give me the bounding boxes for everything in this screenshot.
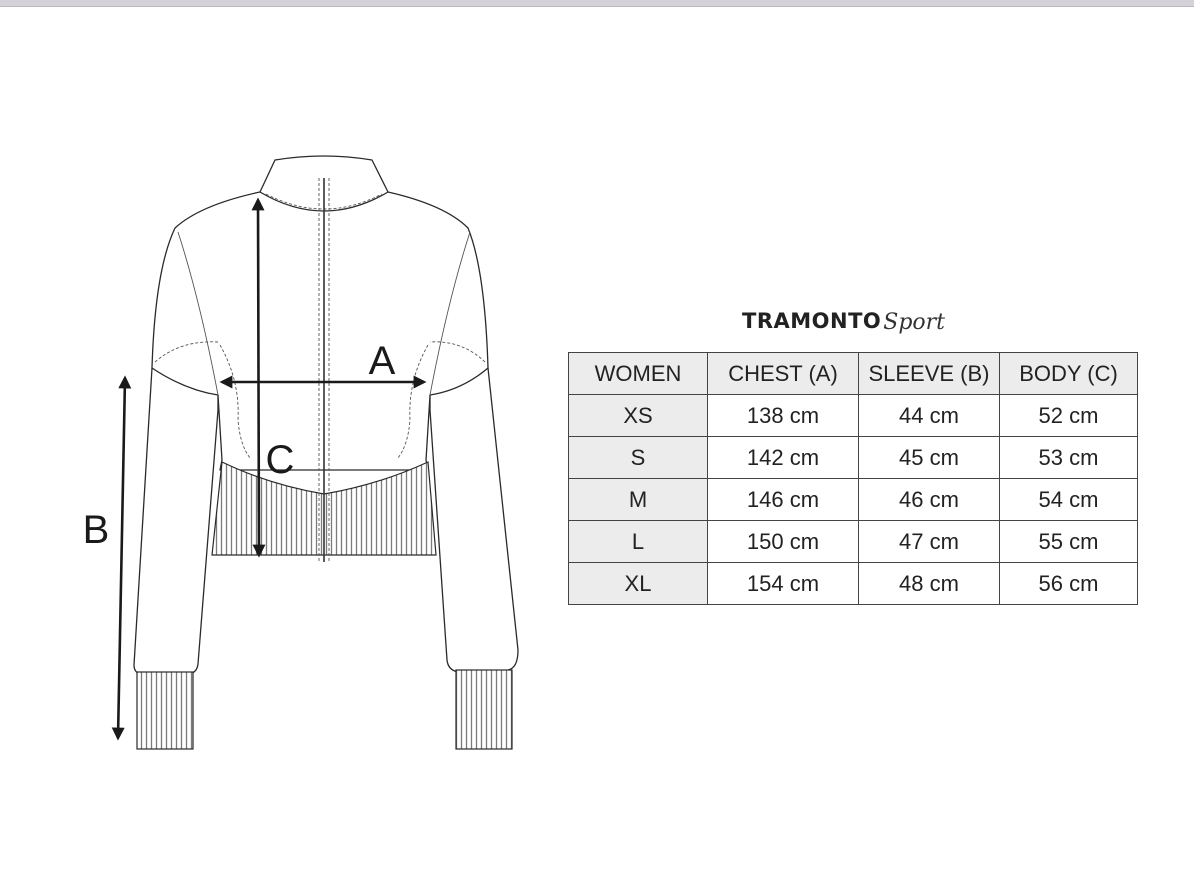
body-label: C [265, 438, 295, 482]
right-cuff [456, 670, 512, 749]
table-row [569, 437, 1138, 479]
header-body: BODY (C) [1000, 353, 1138, 395]
sleeve-cell: 44 cm [859, 395, 1000, 437]
size-cell: XS [569, 395, 708, 437]
table-row [569, 521, 1138, 563]
size-cell: S [569, 437, 708, 479]
chest-cell: 150 cm [708, 521, 859, 563]
brand-tagline: Sport [883, 310, 946, 335]
body-cell: 56 cm [1000, 563, 1138, 605]
table-header-row [569, 353, 1138, 395]
header-sleeve: SLEEVE (B) [859, 353, 1000, 395]
chest-label: A [368, 339, 396, 383]
right-sleeve [430, 368, 518, 672]
body-cell: 55 cm [1000, 521, 1138, 563]
body-cell: 54 cm [1000, 479, 1138, 521]
body-arrow [258, 200, 259, 555]
left-cuff [137, 672, 193, 749]
sleeve-label: B [82, 508, 110, 552]
table-row [569, 479, 1138, 521]
sleeve-arrow [118, 378, 125, 738]
size-cell: L [569, 521, 708, 563]
sleeve-cell: 46 cm [859, 479, 1000, 521]
body-cell: 52 cm [1000, 395, 1138, 437]
jacket-diagram [0, 0, 560, 883]
size-table [568, 352, 1138, 605]
size-cell: M [569, 479, 708, 521]
chest-cell: 154 cm [708, 563, 859, 605]
jacket-outline [134, 156, 518, 674]
chest-cell: 142 cm [708, 437, 859, 479]
chest-cell: 138 cm [708, 395, 859, 437]
size-cell: XL [569, 563, 708, 605]
chest-cell: 146 cm [708, 479, 859, 521]
sleeve-cell: 48 cm [859, 563, 1000, 605]
table-row [569, 563, 1138, 605]
header-women: WOMEN [569, 353, 708, 395]
header-chest: CHEST (A) [708, 353, 859, 395]
brand-name: TRAMONTO [742, 309, 882, 333]
body-cell: 53 cm [1000, 437, 1138, 479]
sleeve-cell: 45 cm [859, 437, 1000, 479]
table-row [569, 395, 1138, 437]
brand-logo [742, 293, 945, 333]
sleeve-cell: 47 cm [859, 521, 1000, 563]
left-sleeve [134, 368, 218, 674]
